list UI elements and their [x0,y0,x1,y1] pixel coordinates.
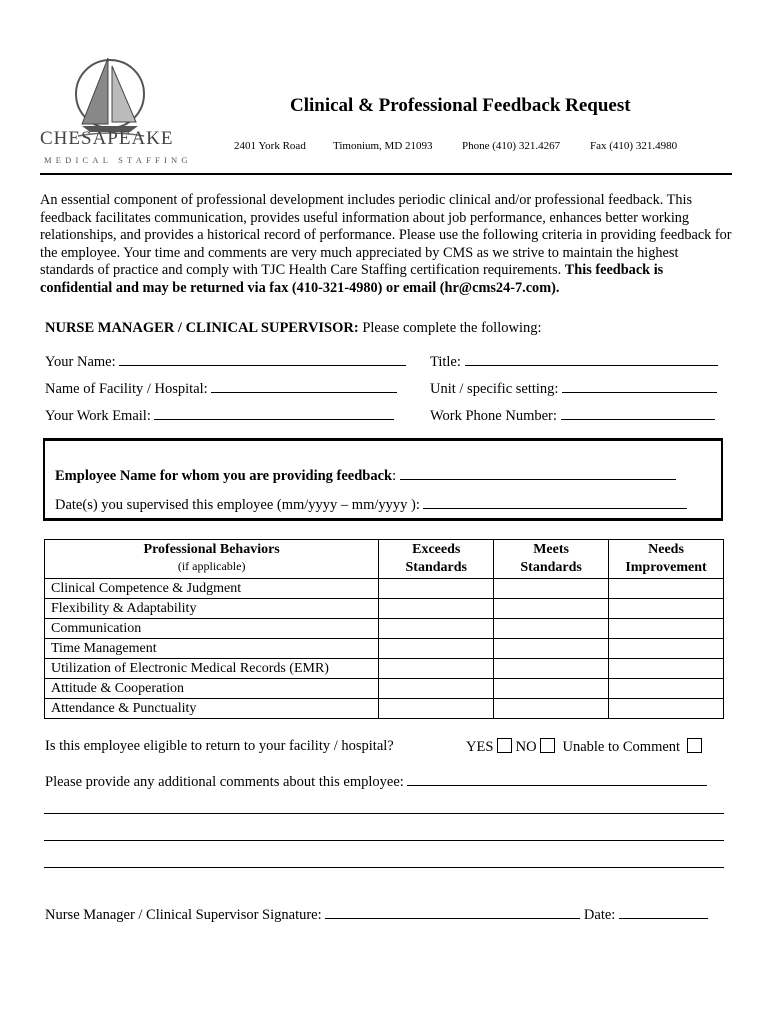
header-needs-line2: Improvement [625,560,707,575]
comments-label: Please provide any additional comments about this employee: [45,774,404,790]
page-title: Clinical & Professional Feedback Request [290,95,631,116]
intro-text: An essential component of professional development includes periodic clinical and/or professional feedback. This feedback facilitates communication, provides useful information about job performance, enhances better working relationships, and provides a historical record of performance. Please use the following criteria in providing feedback for the employee. Your time and comments are very much appreciated by CMS as we strive to maintain the highest standards of practice and comply with TJC Health Care Staffing certification requirements. [40,192,732,279]
address-city: Timonium, MD 21093 [333,140,433,152]
fax-number: Fax (410) 321.4980 [590,140,678,152]
meets-cell[interactable] [494,579,609,599]
phone-label: Work Phone Number: [430,408,557,424]
behavior-label: Utilization of Electronic Medical Records (EMR) [45,659,379,679]
behavior-label: Communication [45,619,379,639]
table-row [45,579,724,599]
comments-line-4[interactable] [44,867,724,868]
date-label: Date: [583,907,616,923]
unit-label: Unit / specific setting: [430,381,559,397]
signature-field[interactable] [45,906,708,924]
unable-checkbox[interactable] [687,738,702,753]
header-needs [609,540,724,579]
table-row [45,679,724,699]
comments-line[interactable] [407,773,707,786]
section-instruction: Please complete the following: [358,320,542,336]
exceeds-cell[interactable] [379,679,494,699]
header-meets-line1: Meets [533,542,569,557]
exceeds-cell[interactable] [379,599,494,619]
unit-field[interactable] [430,380,717,398]
no-checkbox[interactable] [540,738,555,753]
eligibility-options [466,738,702,756]
exceeds-cell[interactable] [379,699,494,719]
header-needs-line1: Needs [648,542,684,557]
meets-cell[interactable] [494,699,609,719]
meets-cell[interactable] [494,659,609,679]
meets-cell[interactable] [494,619,609,639]
header-behaviors [45,540,379,579]
exceeds-cell[interactable] [379,619,494,639]
comments-field[interactable] [45,773,707,791]
title-line[interactable] [465,353,718,366]
comments-line-2[interactable] [44,813,724,814]
date-line[interactable] [619,906,708,919]
table-row [45,599,724,619]
email-field[interactable] [45,407,394,425]
exceeds-cell[interactable] [379,579,494,599]
facility-field[interactable] [45,380,397,398]
table-header-row [45,540,724,579]
employee-name-line[interactable] [400,467,676,480]
header-behaviors-label: Professional Behaviors [143,542,280,557]
meets-cell[interactable] [494,679,609,699]
needs-cell[interactable] [609,619,724,639]
eligibility-question: Is this employee eligible to return to your facility / hospital? [45,738,394,754]
header-exceeds-line1: Exceeds [412,542,461,557]
table-row [45,639,724,659]
dates-field[interactable] [55,496,687,514]
title-field[interactable] [430,353,718,371]
your-name-field[interactable] [45,353,406,371]
employee-name-colon: : [392,468,397,484]
needs-cell[interactable] [609,659,724,679]
facility-label: Name of Facility / Hospital: [45,381,208,397]
no-label: NO [515,739,537,755]
section-heading [45,320,542,337]
phone-field[interactable] [430,407,715,425]
dates-label: Date(s) you supervised this employee (mm/yyyy – mm/yyyy ): [55,497,420,513]
needs-cell[interactable] [609,599,724,619]
behavior-label: Attendance & Punctuality [45,699,379,719]
header-behaviors-sub: (if applicable) [177,559,246,573]
phone-line[interactable] [561,407,715,420]
facility-line[interactable] [211,380,397,393]
phone-number: Phone (410) 321.4267 [462,140,561,152]
comments-line-3[interactable] [44,840,724,841]
email-label: Your Work Email: [45,408,151,424]
intro-paragraph [40,192,732,298]
needs-cell[interactable] [609,639,724,659]
section-title: NURSE MANAGER / CLINICAL SUPERVISOR: [45,320,359,336]
logo-name: CHESAPEAKE [40,128,174,149]
signature-line[interactable] [325,906,580,919]
intro-confidential: This feedback is confidential and may be returned via fax (410-321-4980) or email (hr@cms24-7.com). [40,262,664,296]
meets-cell[interactable] [494,639,609,659]
exceeds-cell[interactable] [379,659,494,679]
behaviors-table [44,539,724,719]
signature-label: Nurse Manager / Clinical Supervisor Signature: [45,907,322,923]
table-row [45,619,724,639]
behavior-label: Time Management [45,639,379,659]
yes-checkbox[interactable] [497,738,512,753]
title-label: Title: [430,354,461,370]
meets-cell[interactable] [494,599,609,619]
header-meets-line2: Standards [520,560,582,575]
needs-cell[interactable] [609,699,724,719]
behavior-label: Clinical Competence & Judgment [45,579,379,599]
behavior-label: Flexibility & Adaptability [45,599,379,619]
behavior-label: Attitude & Cooperation [45,679,379,699]
table-row [45,699,724,719]
table-row [45,659,724,679]
address-street: 2401 York Road [234,140,306,152]
employee-name-field[interactable] [55,467,676,485]
header-divider [40,173,732,175]
needs-cell[interactable] [609,579,724,599]
unit-line[interactable] [562,380,717,393]
logo-subtitle: MEDICAL STAFFING [44,155,192,165]
needs-cell[interactable] [609,679,724,699]
your-name-line[interactable] [119,353,406,366]
header-meets [494,540,609,579]
yes-label: YES [466,739,494,755]
unable-label: Unable to Comment [562,739,681,755]
header-exceeds-line2: Standards [405,560,467,575]
header-exceeds [379,540,494,579]
your-name-label: Your Name: [45,354,116,370]
exceeds-cell[interactable] [379,639,494,659]
email-line[interactable] [154,407,394,420]
employee-name-label: Employee Name for whom you are providing feedback [55,468,393,484]
chesapeake-logo [38,52,168,172]
dates-line[interactable] [423,496,687,509]
